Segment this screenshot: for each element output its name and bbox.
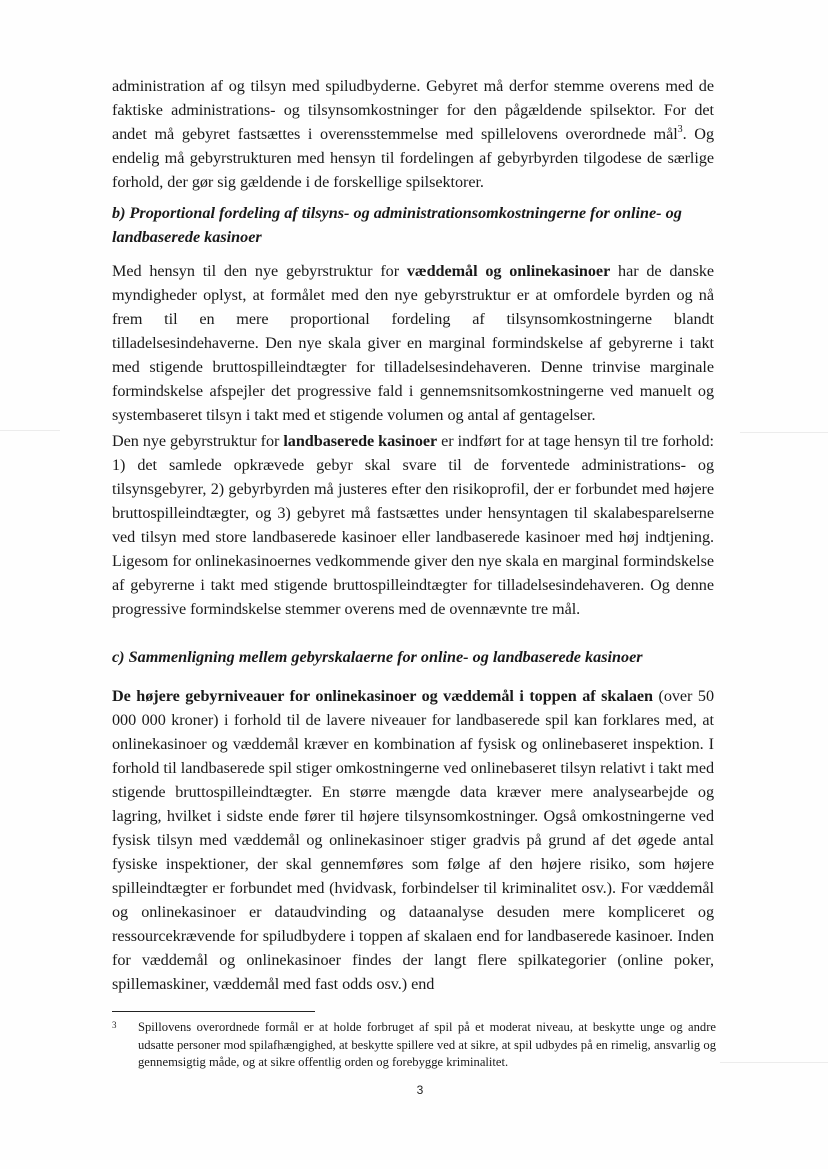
scan-artifact-line: [0, 430, 60, 431]
emphasis-text: væddemål og onlinekasinoer: [406, 262, 611, 280]
section-c-paragraph-1: [112, 684, 714, 996]
footnote-mark: 3: [112, 1020, 117, 1030]
paragraph-text: Den nye gebyrstruktur for: [112, 432, 284, 450]
footnote-separator: [112, 1011, 315, 1012]
emphasis-text: landbaserede kasinoer: [283, 432, 438, 450]
paragraph-text: er indført for at tage hensyn til tre forhold: 1) det samlede opkrævede gebyr skal svare til de forventede administrations- og tilsynsgebyrer, 2) gebyrbyrden må justeres efter den risikoprofil, der er forbundet med højere bruttospilleindtægter, og 3) gebyret må fastsættes under hensyntagen til skalabesparelserne ved tilsyn med store landbaserede kasinoer eller landbaserede kasinoer med høj indtjening. Ligesom for onlinekasinoernes vedkommende giver den nye skala en marginal formindskelse af gebyrerne i takt med stigende bruttospilleindtægter for tilladelsesindehaveren. Og denne progressive formindskelse stemmer overens med de ovennævnte tre mål.: [112, 432, 714, 618]
section-b-paragraph-1: [112, 259, 714, 427]
paragraph-text: (over 50 000 000 kroner) i forhold til de lavere niveauer for landbaserede spil kan forklares med, at onlinekasinoer og væddemål kræver en kombination af fysisk og onlinebaseret inspektion. I forhold til landbaserede spil stiger omkostningerne ved onlinebaseret tilsyn relativt i takt med stigende bruttospilleindtægter. En større mængde data kræver mere analysearbejde og lagring, hvilket i sidste ende fører til højere tilsynsomkostninger. Også omkostningerne ved fysisk tilsyn med væddemål og onlinekasinoer stiger gradvis på grund af det øgede antal fysiske inspektioner, der skal gennemføres som følge af den højere risiko, som højere spilleindtægter er forbundet med (hvidvask, forbindelser til kriminalitet osv.). For væddemål og onlinekasinoer er dataudvinding og dataanalyse desuden mere kompliceret og ressourcekrævende for spiludbydere i toppen af skalaen end for landbaserede kasinoer. Inden for væddemål og onlinekasinoer findes der langt flere spilkategorier (online poker, spillemaskiner, væddemål med fast odds osv.) end: [112, 687, 714, 993]
emphasis-text: De højere gebyrniveauer for onlinekasinoer og væddemål i toppen af skalaen: [112, 687, 653, 705]
paragraph-text: har de danske myndigheder oplyst, at formålet med den nye gebyrstruktur er at omfordele byrden og nå frem til en mere proportional fordeling af tilsynsomkostningerne blandt tilladelsesindehaverne. Den nye skala giver en marginal formindskelse af gebyrerne i takt med stigende bruttospilleindtægter for tilladelsesindehaveren. Denne trinvise marginale formindskelse afspejler det progressive fald i gennemsnitsomkostningerne ved manuelt og systembaseret tilsyn i takt med et stigende volumen og antal af gentagelser.: [112, 262, 715, 424]
footnote-reference[interactable]: 3: [677, 124, 683, 135]
intro-text-before-ref: administration af og tilsyn med spiludbyderne. Gebyret må derfor stemme overens med de faktiske administrations- og tilsynsomkostninger for den pågældende spilsektor. For det andet må gebyret fastsættes i overensstemmelse med spillelovens overordnede mål: [112, 77, 714, 143]
page-number: 3: [416, 1083, 424, 1097]
section-b-heading: b) Proportional fordeling af tilsyns- og administrationsomkostningerne for online- og landbaserede kasinoer: [112, 204, 682, 246]
footnote-3: [112, 1019, 716, 1072]
paragraph-text: Med hensyn til den nye gebyrstruktur for: [112, 262, 407, 280]
scan-artifact-line: [740, 432, 828, 433]
intro-paragraph: [112, 74, 714, 194]
section-c-heading: c) Sammenligning mellem gebyrskalaerne for online- og landbaserede kasinoer: [112, 648, 643, 666]
footnote-text: Spillovens overordnede formål er at holde forbruget af spil på et moderat niveau, at beskytte unge og andre udsatte personer mod spilafhængighed, at beskytte spillere ved at sikre, at spil udbydes på en rimelig, ansvarlig og gennemsigtig måde, og at sikre offentlig orden og forebygge kriminalitet.: [138, 1020, 716, 1069]
section-b-paragraph-2: [112, 429, 714, 621]
scan-artifact-line: [720, 1062, 828, 1063]
intro-text-after-ref: . Og endelig må gebyrstrukturen med hensyn til fordelingen af gebyrbyrden tilgodese de særlige forhold, der gør sig gældende i de forskellige spilsektorer.: [112, 125, 714, 191]
